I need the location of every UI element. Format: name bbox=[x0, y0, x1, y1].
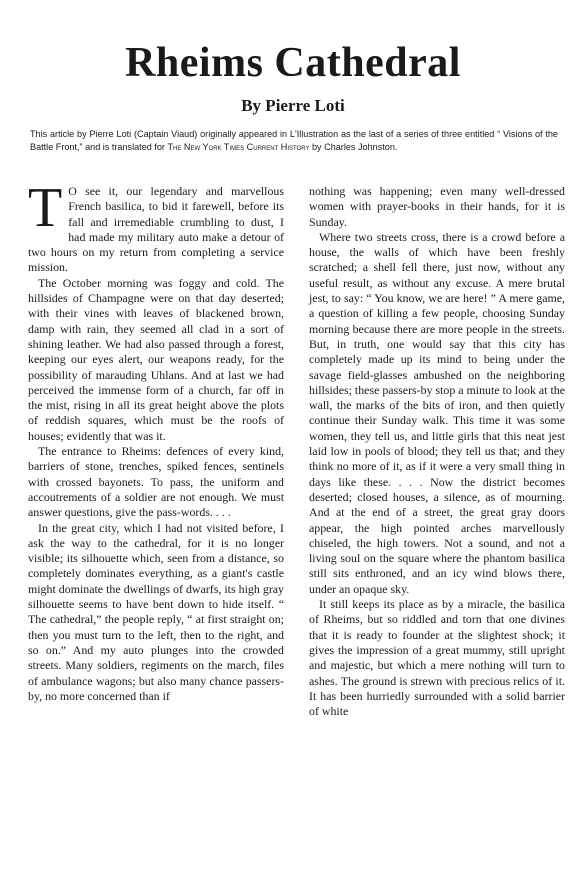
text-column-right bbox=[309, 184, 565, 719]
article-title: Rheims Cathedral bbox=[125, 40, 461, 86]
article-intro-note bbox=[30, 128, 558, 153]
paragraph: nothing was happening; even many well-dressed women with prayer-books in their hands, for it is Sunday. bbox=[309, 184, 565, 229]
paragraph: In the great city, which I had not visited before, I ask the way to the cathedral, for it is no longer visible; its silhouette which, seen from a distance, so completely dominates everything, as a giant's castle might dominate the dwellings of dwarfs, its high gray silhouette seems to have bent down to hide itself. “ The cathedral,” the people reply, “ at first straight on; then you must turn to the left, then to the right, and so on.” And my auto plunges into the crowded streets. Many soldiers, regiments on the march, files of ambulance wagons; but also many chance passers-by, no more concerned than if bbox=[28, 520, 284, 703]
drop-cap: T bbox=[28, 177, 63, 239]
intro-text-suffix: by Charles Johnston. bbox=[309, 141, 398, 152]
paragraph: It still keeps its place as by a miracle, the basilica of Rheims, but so riddled and torn that one divines that it is ready to founder at the slightest shock; it gives the impression of a great mummy, still upright and majestic, but which a mere nothing will turn to ashes. The ground is strewn with precious relics of it. It has been hurriedly surrounded with a solid barrier of white bbox=[309, 597, 565, 719]
article-byline: By Pierre Loti bbox=[241, 96, 345, 115]
paragraph: The October morning was foggy and cold. The hillsides of Champagne were on that day deserted; with their vines with leaves of blackened brown, damp with rain, they seemed all clad in a sort of shining leather. We had also passed through a forest, keeping our eyes alert, our weapons ready, for the possibility of marauding Uhlans. And at last we had perceived the immense form of a church, far off in the mist, rising in all its great height above the plots of reddish squares, which must be the roofs of houses; evidently that was it. bbox=[28, 275, 284, 443]
paragraph bbox=[28, 177, 284, 276]
intro-publication-name: The New York Times Current History bbox=[167, 141, 310, 152]
text-column-left bbox=[28, 177, 284, 704]
paragraph: The entrance to Rheims: defences of every kind, barriers of stone, trenches, spiked fences, sentinels with crossed bayonets. To pass, the uniform and accoutrements of a soldier are not enough. We must answer questions, give the pass-words. . . . bbox=[28, 444, 284, 520]
intro-text-prefix: This article by Pierre Loti (Captain Viaud) originally appeared in L'Illustration as the last of a series of three entitled “ Visions of the Battle Front,” and is translated for bbox=[30, 129, 558, 152]
paragraph: Where two streets cross, there is a crowd before a house, the walls of which have been freshly scratched; a shell fell there, just now, without any useful result, as without any excuse. A mere brutal jest, to say: “ You know, we are here! ” A mere game, a question of killing a few people, choosing Sunday morning because there are more people in the streets. But, in truth, one would say that this city has completely made up its mind to being under the savage field-glasses ambushed on the neighboring hillsides; these passers-by stop a minute to look at the wall, the marks of the bits of iron, and then quietly continue their Sunday walk. This time it was some women, they tell us, and little girls that this neat jest laid low in pools of blood; they tell us that; and they think no more of it, as if it were a very small thing in days like these. . . . Now the district becomes deserted; closed houses, a silence, as of mourning. And at the end of a street, the great gray doors appear, the high pointed arches marvellously chiseled, the high towers. Not a sound, and not a living soul on the square where the phantom basilica still sits enthroned, and an icy wind blows there, under an opaque sky. bbox=[309, 229, 565, 596]
paragraph-text: O see it, our legendary and marvellous French basilica, to bid it farewell, before its fall and irremediable crumbling to dust, I had made my military auto make a detour of two hours on my return from completing a service mission. bbox=[28, 184, 284, 275]
